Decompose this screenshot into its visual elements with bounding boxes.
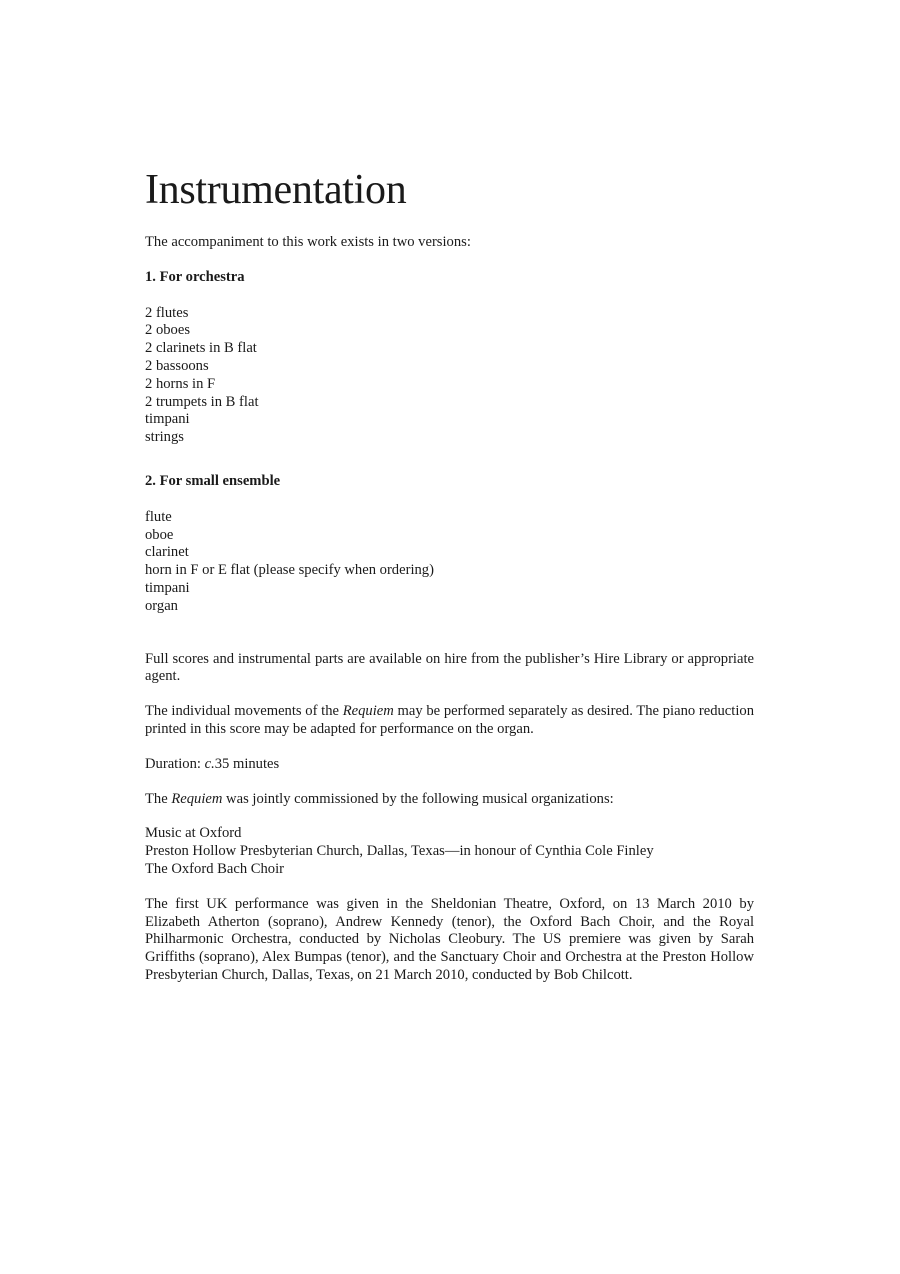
list-item: Music at Oxford xyxy=(145,825,242,842)
list-item: timpani xyxy=(145,411,190,428)
list-item: 2 flutes xyxy=(145,304,189,321)
work-title: Requiem xyxy=(342,703,394,720)
list-item: 2 trumpets in B flat xyxy=(145,393,259,410)
list-item: strings xyxy=(145,429,184,446)
work-title: Requiem xyxy=(171,790,223,807)
list-item: oboe xyxy=(145,526,174,543)
list-item: horn in F or E flat (please specify when ordering) xyxy=(145,562,434,579)
page-title: Instrumentation xyxy=(145,167,407,213)
hire-text: Full scores and instrumental parts are available on hire from the publisher’s Hire Library or appropriate agent. xyxy=(145,650,754,685)
orchestra-list xyxy=(145,305,754,447)
premiere-text: The first UK performance was given in the Sheldonian Theatre, Oxford, on 13 March 2010 by Elizabeth Atherton (soprano), Andrew Kennedy (tenor), the Oxford Bach Choir, and the Royal Philharmonic Orchestra, conducted by Nicholas Cleobury. The US premiere was given by Sarah Griffiths (soprano), Alex Bumpas (tenor), and the Sanctuary Choir and Orchestra at the Preston Hollow Presbyterian Church, Dallas, Texas, on 21 March 2010, conducted by Bob Chilcott. xyxy=(145,895,754,983)
orchestra-heading: 1. For orchestra xyxy=(145,268,245,285)
list-item: 2 oboes xyxy=(145,322,190,339)
document-page xyxy=(145,168,754,985)
list-item: timpani xyxy=(145,579,190,596)
movements-text: The individual movements of the Requiem may be performed separately as desired. The piano reduction printed in this score may be adapted for performance on the organ. xyxy=(145,703,754,737)
list-item: 2 horns in F xyxy=(145,375,216,392)
duration-text: Duration: c.35 minutes xyxy=(145,755,280,772)
list-item: Preston Hollow Presbyterian Church, Dallas, Texas—in honour of Cynthia Cole Finley xyxy=(145,843,654,860)
list-item: 2 clarinets in B flat xyxy=(145,340,257,357)
list-item: clarinet xyxy=(145,544,189,561)
ensemble-list xyxy=(145,509,754,616)
organizations-list xyxy=(145,825,754,878)
commission-text: The Requiem was jointly commissioned by the following musical organizations: xyxy=(145,790,614,807)
list-item: The Oxford Bach Choir xyxy=(145,860,285,877)
intro-text: The accompaniment to this work exists in two versions: xyxy=(145,234,471,250)
list-item: organ xyxy=(145,597,178,614)
ensemble-heading: 2. For small ensemble xyxy=(145,472,281,489)
list-item: flute xyxy=(145,508,172,525)
list-item: 2 bassoons xyxy=(145,357,209,374)
